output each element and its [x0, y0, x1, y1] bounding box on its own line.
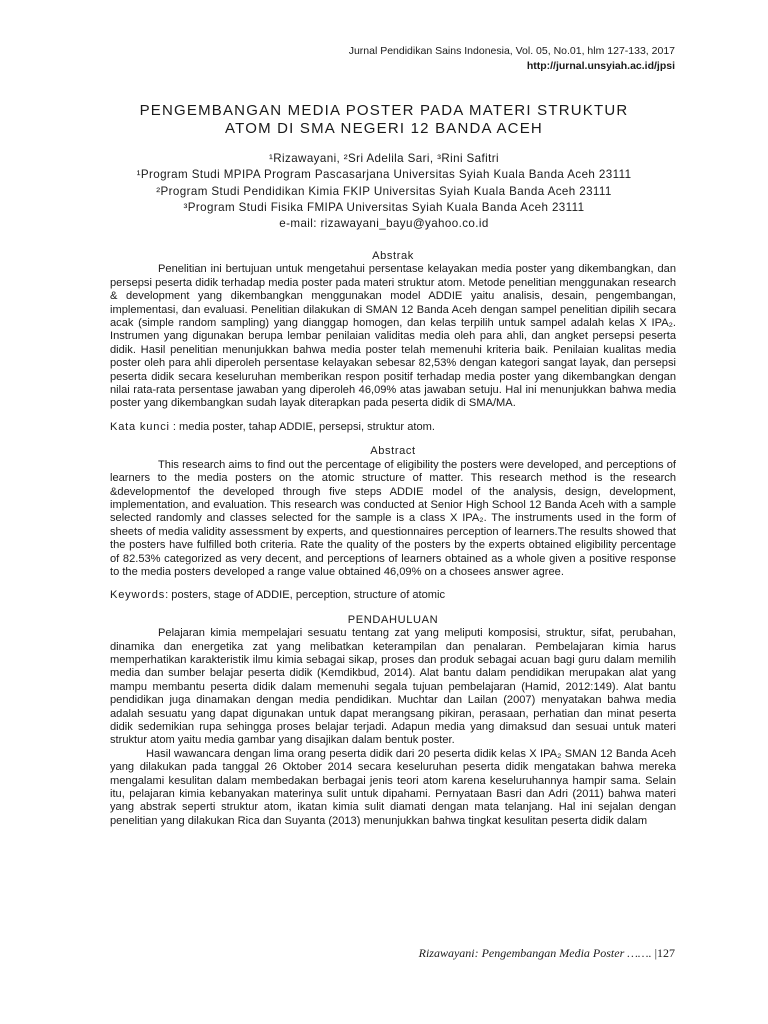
pendahuluan-paragraph-1: Pelajaran kimia mempelajari sesuatu tentang zat yang meliputi komposisi, struktur, sifat, perubahan, dinamika dan energetika zat yang melibatkan keterampilan dan penalaran. Pembelajaran kimia harus memperhatikan karakteristik ilmu kimia sebagai sikap, proses dan produk sebagai acuan bagi guru dalam memilih media dan sumber belajar peserta didik (Kemdikbud, 2014). Alat bantu dalam pendidikan merupakan alat yang mampu membantu peserta didik dalam memenuhi segala tujuan pembelajaran (Hamid, 2012:149). Alat bantu pendidikan juga dinamakan dengan media pendidikan. Muchtar dan Lailan (2007) menyatakan bahwa media adalah sesuatu yang dapat digunakan untuk dapat merangsang pikiran, perasaan, perhatian dan minat peserta didik sedemikian rupa sehingga proses belajar terjadi. Adapun media yang dimaksud dan sesuai untuk materi struktur atom yaitu media gambar yang disajikan dalam bentuk poster. [110, 627, 676, 747]
abstrak-keywords-value: : media poster, tahap ADDIE, persepsi, struktur atom. [169, 420, 435, 433]
title-line-2: ATOM DI SMA NEGERI 12 BANDA ACEH [225, 120, 543, 137]
affiliation-3: ³Program Studi Fisika FMIPA Universitas Syiah Kuala Banda Aceh 23111 [183, 200, 585, 214]
abstrak-keywords-label: Kata kunci [110, 420, 170, 433]
footer-dots: ……. [624, 946, 652, 960]
page-footer [419, 946, 675, 961]
abstrak-heading: Abstrak [372, 250, 414, 262]
abstract-text: This research aims to find out the percentage of eligibility the posters were developed, and perceptions of learners to the media posters on the atomic structure of matter. This research method is the research &developmentof the developed through five steps ADDIE model of the analysis, design, development, implementation, and evaluation. This research was conducted at Senior High School 12 Banda Aceh with a sample selected randomly and classes selected for the sample is a class X IPA₂. The instruments used in the form of sheets of media validity assessment by experts, and questionnaires perception of learners.The results showed that the posters have fulfilled both criteria. Rate the quality of the posters by the experts obtained eligibility percentage of 82.53% categorized as very decent, and perceptions of learners obtained as a whole given a positive response to the media posters developed a range value obtained 46,09% on a chosees answer agree. [110, 458, 676, 578]
abstrak-keywords [110, 421, 676, 434]
author-block [100, 151, 668, 232]
abstract-heading: Abstract [370, 445, 416, 458]
author-names: ¹Rizawayani, ²Sri Adelila Sari, ³Rini Safitri [269, 152, 499, 165]
journal-url[interactable]: http://jurnal.unsyiah.ac.id/jpsi [526, 60, 675, 72]
affiliation-1: ¹Program Studi MPIPA Program Pascasarjana Universitas Syiah Kuala Banda Aceh 23111 [136, 168, 632, 182]
title-line-1: PENGEMBANGAN MEDIA POSTER PADA MATERI STRUKTUR [139, 102, 629, 119]
journal-citation: Jurnal Pendidikan Sains Indonesia, Vol. 05, No.01, hlm 127-133, 2017 [348, 45, 675, 57]
abstract-keywords-value: : posters, stage of ADDIE, perception, structure of atomic [165, 589, 446, 602]
abstract-keywords [110, 589, 676, 602]
running-title: Rizawayani: Pengembangan Media Poster [418, 946, 625, 960]
abstract-keywords-label: Keywords [110, 589, 166, 602]
journal-header [349, 44, 675, 74]
author-email[interactable]: e-mail: rizawayani_bayu@yahoo.co.id [279, 217, 489, 231]
pendahuluan-heading: PENDAHULUAN [347, 613, 439, 626]
affiliation-2: ²Program Studi Pendidikan Kimia FKIP Universitas Syiah Kuala Banda Aceh 23111 [156, 184, 612, 198]
abstrak-text: Penelitian ini bertujuan untuk mengetahui persentase kelayakan media poster yang dikembangkan, dan persepsi peserta didik terhadap media poster pada materi struktur atom. Metode penelitian menggunakan research & development yang dikembangkan menggunakan model ADDIE yaitu analisis, desain, pengembangan, implementasi, dan evaluasi. Penelitian dilakukan di SMAN 12 Banda Aceh dengan sampel penelitian dipilih secara acak (simple random sampling) yang dianggap homogen, dan kelas terpilih untuk sampel adalah kelas X IPA₂. Instrumen yang digunakan berupa lembar penilaian validitas media oleh para ahli, dan angket persepsi peserta didik. Hasil penelitian menunjukkan bahwa media poster telah memenuhi kriteria baik. Penilaian kualitas media poster oleh para ahli diperoleh persentase kelayakan sebesar 82,53% dengan kategori sangat layak, dan persepsi peserta didik secara keseluruhan memberikan respon positif terhadap media poster yang dikembangkan dengan nilai rata-rata persentase jawaban yang diperoleh 46,09% atas jawaban setuju. Hal ini menunjukkan bahwa media poster yang dikembangkan sudah layak diterapkan pada peserta didik di SMA/MA. [110, 263, 676, 410]
pendahuluan-paragraph-2: Hasil wawancara dengan lima orang peserta didik dari 20 peserta didik kelas X IPA₂ SMAN 12 Banda Aceh yang dilakukan pada tanggal 26 Oktober 2014 secara keseluruhan peserta didik mengatakan bahwa mereka mengalami kesulitan dalam membedakan berbagai jenis teori atom karena keseluruhannya hampir sama. Selain itu, pelajaran kimia kebanyakan materinya sulit untuk dipahami. Pernyataan Basri dan Adri (2011) bahwa materi yang abstrak seperti struktur atom, ikatan kimia sulit diamati dengan mata telanjang. Hal ini sejalan dengan penelitian yang dilakukan Rica dan Suyanta (2013) menunjukkan bahwa tingkat kesulitan peserta didik dalam [110, 747, 676, 827]
paper-title [100, 102, 668, 138]
paper-body [110, 250, 676, 828]
page-number: |127 [654, 946, 675, 960]
